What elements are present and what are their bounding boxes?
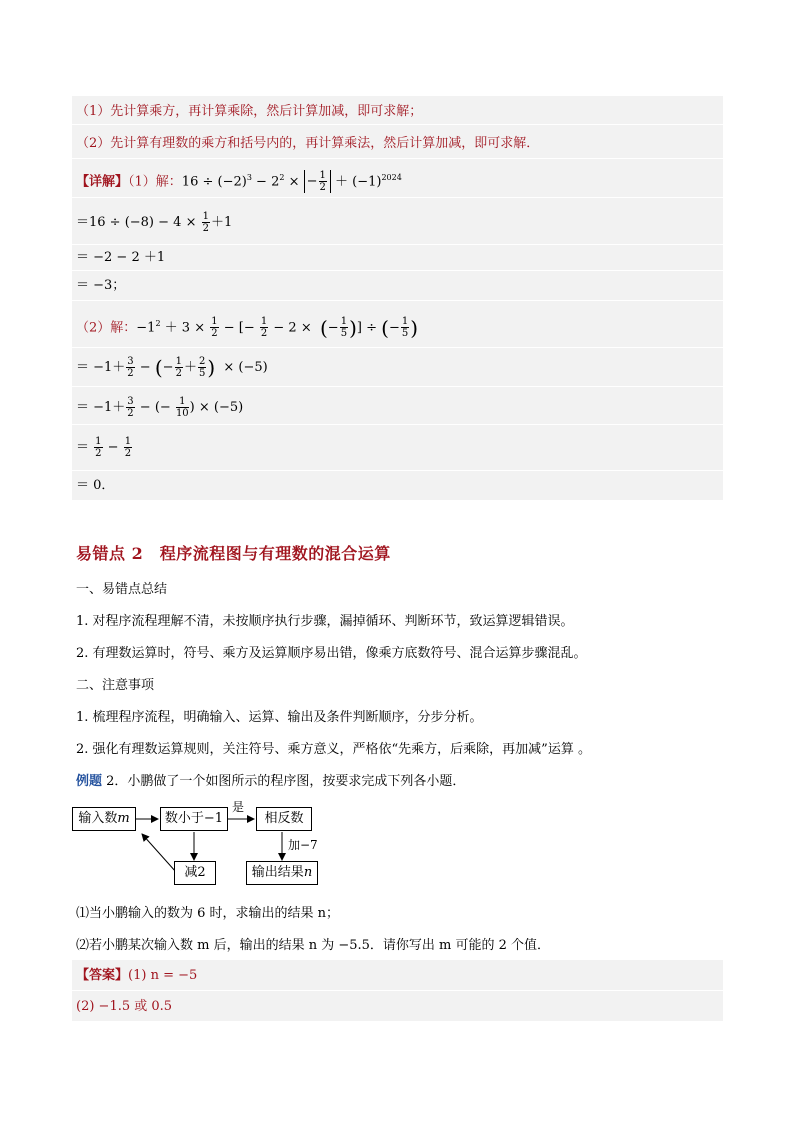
- flow-condition-label: 数小于−1: [164, 811, 224, 826]
- heading-notes: 二、注意事项: [76, 678, 155, 693]
- flow-yes-label: 是: [232, 800, 245, 814]
- divider: [72, 424, 723, 425]
- question-1: ⑴当小鹏输入的数为 6 时，求输出的结果 n；: [76, 906, 340, 921]
- step6-tail: × (−5): [198, 400, 244, 415]
- flow-input-var: m: [117, 811, 130, 826]
- arrow-subtract-to-input: [142, 834, 176, 872]
- example-text: 2．小鹏做了一个如图所示的程序图，按要求完成下列各小题．: [102, 774, 466, 789]
- step1-tail: ＋1: [210, 215, 233, 230]
- flow-opposite-label: 相反数: [264, 811, 304, 826]
- step-6: ＝ −1＋ $\frac{3}{2}$ − (− $\frac{1}{10}$ ) × (−5): [76, 396, 244, 419]
- section-title: 易错点 2 程序流程图与有理数的混合运算: [76, 544, 391, 563]
- question-2: ⑵若小鹏某次输入数 m 后，输出的结果 n 为 −5.5．请你写出 m 可能的 2 个值．: [76, 938, 551, 953]
- example-label: 例题: [76, 774, 103, 789]
- step5-prefix: ＝ −1＋: [76, 360, 126, 375]
- step5-tail: × (−5): [223, 360, 268, 375]
- part1-prefix: （1）解：: [128, 174, 182, 190]
- step-8: ＝ 0．: [76, 478, 115, 493]
- divider: [72, 470, 723, 471]
- step-1: ＝16 ÷ (−8) − 4 × $\frac{1}{2}$ ＋1: [76, 211, 233, 234]
- flow-opposite-box: [256, 807, 312, 831]
- answer-line-1: [76, 966, 197, 986]
- step-4: （2）解：$-1^2 + 3$ × $\frac{1}{2}$ − [− $\frac{1}{2}$ − 2 × (− $\frac{1}{5}$ )] ÷ (− $\frac{1}{5}$ ): [76, 315, 419, 340]
- divider: [72, 386, 723, 387]
- step-2: ＝ −2 − 2 ＋1: [76, 250, 166, 265]
- flow-input-label: 输入数: [78, 811, 118, 826]
- detail-line: 【详解】（1）解：$16 \div (-2)^3 - 2^2$ × − $\frac{1}{2}$ ＋ $(-1)^{2024}$: [76, 170, 402, 194]
- answer-label: 【答案】: [76, 968, 129, 983]
- divider: [72, 270, 723, 271]
- summary-item-2: 2. 有理数运算时，符号、乘方及运算顺序易出错，像乘方底数符号、混合运算步骤混乱。: [76, 646, 587, 661]
- summary-item-1: 1. 对程序流程理解不清，未按顺序执行步骤，漏掉循环、判断环节，致运算逻辑错误。: [76, 614, 574, 629]
- step-5: ＝ −1＋ $\frac{3}{2}$ − (− $\frac{1}{2}$ ＋ $\frac{2}{5}$ ) × (−5): [76, 355, 268, 380]
- note-item-1: 1. 梳理程序流程，明确输入、运算、输出及条件判断顺序，分步分析。: [76, 710, 483, 725]
- divider: [72, 300, 723, 301]
- step1-text: ＝16 ÷ (−8) − 4 ×: [76, 215, 197, 230]
- solution-block: [72, 96, 723, 500]
- divider: [72, 244, 723, 245]
- flow-subtract-label: 减2: [184, 865, 206, 880]
- divider: [72, 990, 723, 991]
- hint-1: （1）先计算乘方，再计算乘除，然后计算加减，即可求解；: [76, 104, 423, 119]
- flow-condition-box: [160, 807, 228, 831]
- flow-subtract-box: [174, 861, 216, 885]
- hint-2: （2）先计算有理数的乘方和括号内的，再计算乘法，然后计算加减，即可求解．: [76, 136, 540, 151]
- answer-line-2: (2) −1.5 或 0.5: [76, 999, 173, 1014]
- part2-prefix: （2）解：: [76, 320, 137, 336]
- step-7: ＝ $\frac{1}{2}$ − $\frac{1}{2}$: [76, 436, 132, 459]
- detail-label: 【详解】: [76, 174, 129, 190]
- answer-1: (1) n = −5: [128, 968, 198, 983]
- flow-output-label: 输出结果: [251, 865, 304, 880]
- divider: [72, 158, 723, 159]
- flow-output-box: [246, 861, 318, 885]
- flow-output-var: n: [303, 865, 313, 880]
- example-line: [76, 772, 465, 792]
- step6-prefix: ＝ −1＋: [76, 400, 126, 415]
- flow-add-label: 加−7: [288, 838, 318, 852]
- step-3: ＝ −3；: [76, 278, 126, 293]
- note-item-2: 2. 强化有理数运算规则，关注符号、乘方意义，严格依“先乘方，后乘除，再加减”运算 。: [76, 742, 591, 757]
- divider: [72, 197, 723, 198]
- divider: [72, 124, 723, 125]
- heading-summary: 一、易错点总结: [76, 582, 168, 597]
- divider: [72, 347, 723, 348]
- flow-input-box: [72, 807, 136, 831]
